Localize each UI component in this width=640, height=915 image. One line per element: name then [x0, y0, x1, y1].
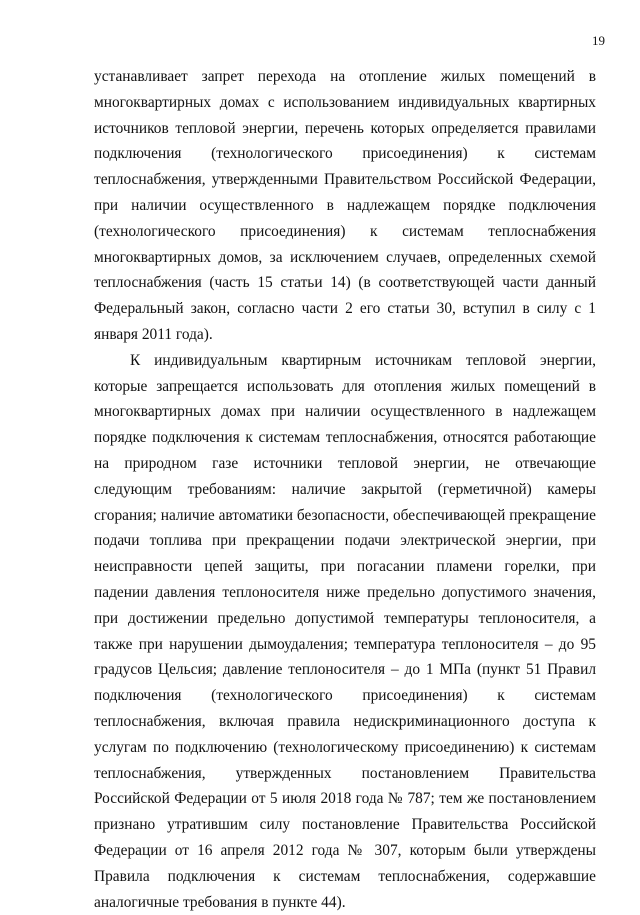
document-body [94, 64, 596, 915]
page-number: 19 [592, 33, 605, 48]
paragraph-continuation: устанавливает запрет перехода на отопление жилых помещений в многоквартирных домах с использованием индивидуальных квартирных источников тепловой энергии, перечень которых определяется правилами подключения (технологического присоединения) к системам теплоснабжения, утвержденными Правительством Российской Федерации, при наличии осуществленного в надлежащем порядке подключения (технологического присоединения) к системам теплоснабжения многоквартирных домов, за исключением случаев, определенных схемой теплоснабжения (часть 15 статьи 14) (в соответствующей части данный Федеральный закон, согласно части 2 его статьи 30, вступил в силу с 1 января 2011 года). [94, 68, 596, 343]
paragraph-individual-heat-sources: К индивидуальным квартирным источникам тепловой энергии, которые запрещается использовать для отопления жилых помещений в многоквартирных домах при наличии осуществленного в надлежащем порядке подключения к системам теплоснабжения, относятся работающие на природном газе источники тепловой энергии, не отвечающие следующим требованиям: наличие закрытой (герметичной) камеры сгорания; наличие автоматики безопасности, обеспечивающей прекращение подачи топлива при прекращении подачи электрической энергии, при неисправности цепей защиты, при погасании пламени горелки, при падении давления теплоносителя ниже предельно допустимого значения, при достижении предельно допустимой температуры теплоносителя, а также при нарушении дымоудаления; температура теплоносителя – до 95 градусов Цельсия; давление теплоносителя – до 1 МПа (пункт 51 Правил подключения (технологического присоединения) к системам теплоснабжения, включая правила недискриминационного доступа к услугам по подключению (технологическому присоединению) к системам теплоснабжения, утвержденных постановлением Правительства Российской Федерации от 5 июля 2018 года № 787; тем же постановлением признано утратившим силу постановление Правительства Российской Федерации от 16 апреля 2012 года № 307, которым были утверждены Правила подключения к системам теплоснабжения, содержавшие аналогичные требования в пункте 44). [94, 351, 596, 911]
